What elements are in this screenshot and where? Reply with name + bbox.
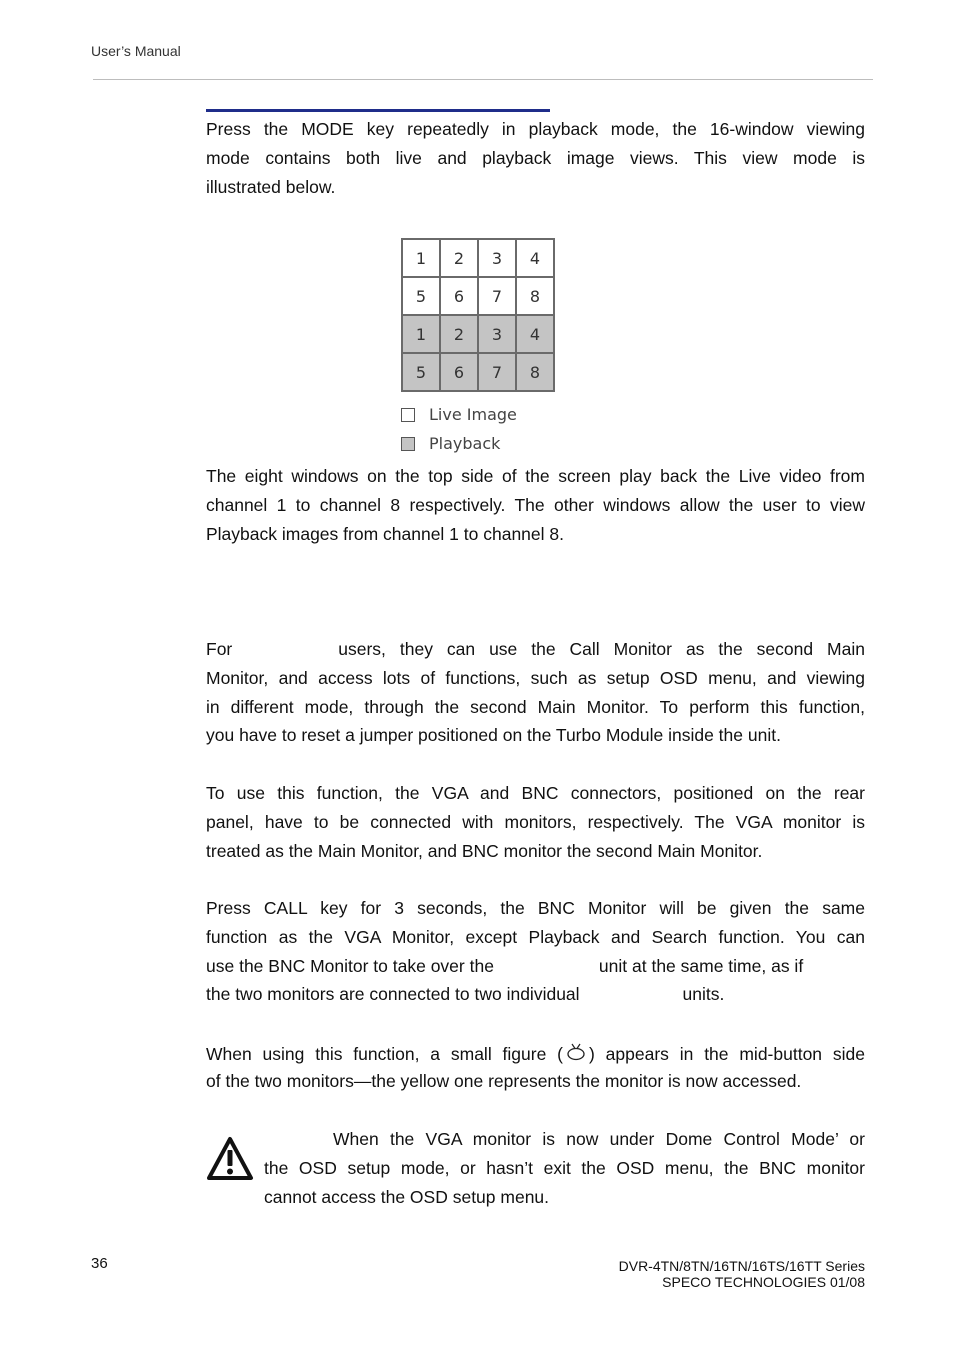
live-window-cell: 1	[402, 239, 440, 277]
intro-line: mode contains both live and playback image views. This view mode is	[206, 147, 865, 168]
playback-window-cell: 4	[516, 315, 554, 353]
warning-line: cannot access the OSD setup menu.	[264, 1186, 550, 1207]
playback-window-cell: 7	[478, 353, 516, 391]
call-key-paragraph	[206, 894, 865, 1009]
call-key-line	[206, 980, 865, 1009]
text-fragment: the two monitors are connected to two individual	[206, 984, 580, 1005]
playback-swatch	[401, 437, 415, 451]
live-playback-description	[206, 462, 865, 548]
live-window-cell: 6	[440, 277, 478, 315]
playback-window-cell: 2	[440, 315, 478, 353]
call-key-line: function as the VGA Monitor, except Playback and Search function. You can	[206, 926, 865, 947]
section-title-bar	[206, 109, 550, 112]
text-fragment: For	[206, 639, 233, 659]
connectors-line: panel, have to be connected with monitors, respectively. The VGA monitor is	[206, 811, 865, 832]
call-monitor-paragraph	[206, 635, 865, 750]
live-window-cell: 2	[440, 239, 478, 277]
header-title: User’s Manual	[91, 43, 181, 59]
text-fragment: When using this function, a small figure (	[206, 1044, 563, 1064]
playback-window-cell: 5	[402, 353, 440, 391]
legend-live-label: Live Image	[429, 405, 517, 424]
text-fragment: users, they can use the Call Monitor as the second Main	[338, 639, 865, 659]
footer-company: SPECO TECHNOLOGIES 01/08	[662, 1274, 865, 1290]
description-line: The eight windows on the top side of the screen play back the Live video from	[206, 466, 865, 486]
playback-window-cell: 6	[440, 353, 478, 391]
call-monitor-line: Monitor, and access lots of functions, such as setup OSD menu, and viewing	[206, 667, 865, 688]
text-fragment: units.	[682, 984, 725, 1005]
call-monitor-line: you have to reset a jumper positioned on the Turbo Module inside the unit.	[206, 725, 781, 746]
live-window-cell: 8	[516, 277, 554, 315]
figure-note-paragraph	[206, 1041, 865, 1095]
text-fragment: use the BNC Monitor to take over the	[206, 955, 494, 976]
text-fragment: unit at the same time, as if	[598, 955, 804, 976]
monitor-icon	[565, 1042, 587, 1062]
legend-playback-label: Playback	[429, 434, 501, 453]
call-key-line	[206, 952, 865, 981]
legend-playback	[401, 434, 500, 453]
call-monitor-line: in different mode, through the second Main Monitor. To perform this function,	[206, 696, 865, 717]
warning-line: the OSD setup mode, or hasn’t exit the OSD menu, the BNC monitor	[264, 1157, 865, 1178]
connectors-paragraph	[206, 779, 865, 865]
page-number: 36	[91, 1255, 108, 1272]
intro-line: illustrated below.	[206, 176, 336, 197]
live-swatch	[401, 408, 415, 422]
description-line: channel 1 to channel 8 respectively. The other windows allow the user to view	[206, 494, 865, 515]
figure-note-line	[206, 1041, 865, 1068]
figure-note-line: of the two monitors—the yellow one represents the monitor is now accessed.	[206, 1071, 802, 1091]
warning-paragraph	[264, 1125, 865, 1211]
live-window-cell: 5	[402, 277, 440, 315]
live-window-cell: 7	[478, 277, 516, 315]
legend-live	[401, 405, 517, 424]
playback-window-cell: 3	[478, 315, 516, 353]
connectors-line: treated as the Main Monitor, and BNC monitor the second Main Monitor.	[206, 840, 763, 861]
intro-line: Press the MODE key repeatedly in playback mode, the 16-window viewing	[206, 119, 865, 139]
playback-window-cell: 1	[402, 315, 440, 353]
header-divider	[93, 79, 873, 80]
live-window-cell: 3	[478, 239, 516, 277]
connectors-line: To use this function, the VGA and BNC connectors, positioned on the rear	[206, 783, 865, 803]
warning-line: When the VGA monitor is now under Dome Control Mode’ or	[333, 1129, 865, 1149]
warning-icon	[206, 1136, 254, 1182]
description-line: Playback images from channel 1 to channel 8.	[206, 523, 564, 544]
intro-paragraph	[206, 115, 865, 201]
footer-info	[619, 1258, 865, 1290]
call-monitor-line	[206, 635, 865, 664]
playback-window-cell: 8	[516, 353, 554, 391]
live-window-cell: 4	[516, 239, 554, 277]
window-layout-figure	[401, 238, 555, 392]
text-fragment: ) appears in the mid-button side	[588, 1044, 865, 1064]
footer-series: DVR-4TN/8TN/16TN/16TS/16TT Series	[618, 1258, 865, 1274]
call-key-line: Press CALL key for 3 seconds, the BNC Monitor will be given the same	[206, 898, 865, 918]
